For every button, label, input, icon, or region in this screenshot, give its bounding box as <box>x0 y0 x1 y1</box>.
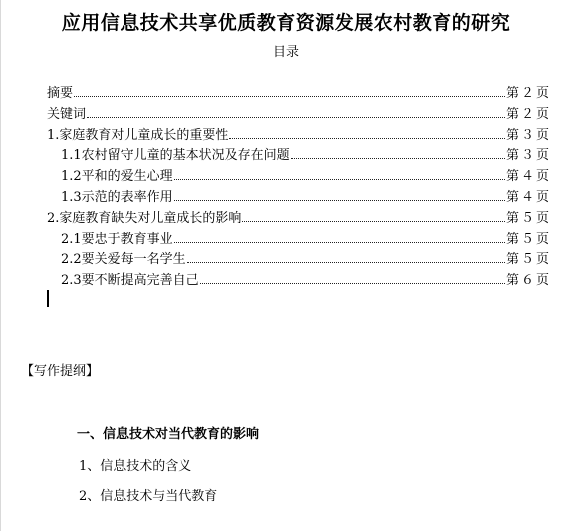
text-cursor[interactable] <box>47 290 49 307</box>
toc-dot-leader <box>187 261 505 263</box>
toc-entry-text: 1.家庭教育对儿童成长的重要性 <box>47 127 229 143</box>
toc-entry-page: 第３页 <box>505 127 551 143</box>
toc-entry-text: 1.1农村留守儿童的基本状况及存在问题 <box>61 148 290 164</box>
toc-entry-text: 2.3要不断提高完善自己 <box>61 273 199 289</box>
toc-entry-page: 第５页 <box>505 210 551 226</box>
toc-dot-leader <box>229 137 505 139</box>
toc-entry-text: 2.家庭教育缺失对儿童成长的影响 <box>47 210 242 226</box>
toc-entry-text: 1.2平和的爱生心理 <box>61 169 173 185</box>
toc-heading: 目录 <box>272 45 299 60</box>
toc-dot-leader <box>291 157 505 159</box>
toc-entry-page: 第５页 <box>505 231 551 247</box>
toc-dot-leader <box>174 178 505 180</box>
toc-entry-1-2[interactable] <box>47 165 551 186</box>
toc-entry-2-1[interactable] <box>47 228 551 249</box>
toc-entry-text: 摘要 <box>47 86 74 101</box>
toc-entry-text: 1.3示范的表率作用 <box>61 189 173 205</box>
toc-entry-keywords[interactable] <box>47 103 551 124</box>
toc-entry-page: 第３页 <box>505 148 551 164</box>
toc-dot-leader <box>174 241 505 243</box>
toc-entry-text: 2.1要忠于教育事业 <box>61 231 173 247</box>
toc-entry-abstract[interactable] <box>47 82 551 103</box>
toc-entry-1-3[interactable] <box>47 186 551 207</box>
toc-entry-1[interactable] <box>47 124 551 145</box>
toc-entry-2-2[interactable] <box>47 248 551 269</box>
toc-dot-leader <box>200 282 505 284</box>
toc-dot-leader <box>174 199 505 201</box>
outline-item: 1、信息技术的含义 <box>79 459 192 474</box>
toc-entry-text: 关键词 <box>47 106 87 122</box>
section-heading: 一、信息技术对当代教育的影响 <box>77 427 260 442</box>
toc-entry-page: 第２页 <box>505 86 551 101</box>
toc-entry-page: 第４页 <box>505 189 551 205</box>
toc-dot-leader <box>87 116 505 118</box>
toc-entry-page: 第６页 <box>505 273 551 289</box>
toc-entry-page: 第２页 <box>505 106 551 122</box>
toc-entry-page: 第４页 <box>505 169 551 185</box>
outline-item: 2、信息技术与当代教育 <box>79 489 218 504</box>
table-of-contents <box>47 82 551 290</box>
document-title: 应用信息技术共享优质教育资源发展农村教育的研究 <box>61 12 511 34</box>
toc-dot-leader <box>242 220 505 222</box>
toc-entry-text: 2.2要关爱每一名学生 <box>61 252 186 268</box>
toc-entry-2-3[interactable] <box>47 269 551 290</box>
toc-entry-1-1[interactable] <box>47 144 551 165</box>
toc-dot-leader <box>74 95 505 97</box>
toc-entry-page: 第５页 <box>505 252 551 268</box>
toc-entry-2[interactable] <box>47 207 551 228</box>
outline-label: 【写作提纲】 <box>21 364 100 379</box>
